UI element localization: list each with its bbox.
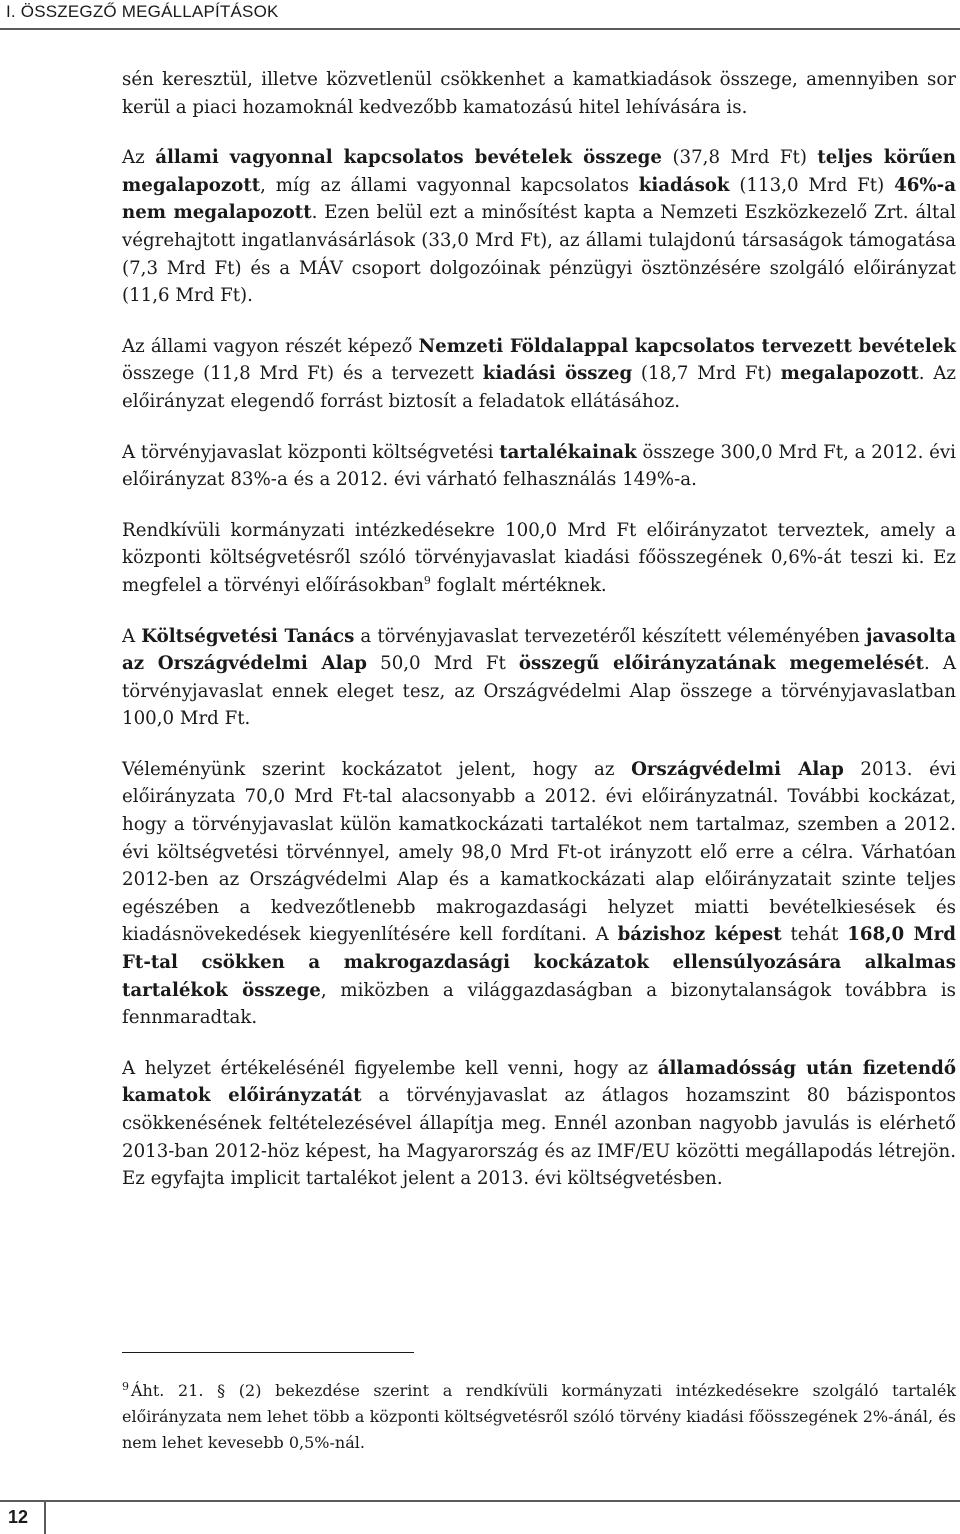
footnote — [122, 1378, 956, 1456]
text-run: . Ezen belül ezt a minősítést kapta a Nemzeti Eszközkezelő Zrt. által végrehajtott ingatlanvásárlások (33,0 Mrd Ft), az állami tulajdonú társaságok támogatása (7,3 Mrd Ft) és a MÁV csoport dolgozóinak pénzügyi ösztönzésére szolgáló előirányzat (11,6 Mrd Ft). — [122, 202, 956, 307]
bold-text: tartalékainak — [499, 441, 637, 463]
paragraph-7 — [122, 756, 956, 1032]
text-run: , míg az állami vagyonnal kapcsolatos — [260, 174, 639, 196]
text-run: . A törvényjavaslat ennek eleget tesz, az Országvédelmi Alap összege a törvényjavaslatban 100,0 Mrd Ft. — [122, 653, 957, 730]
text-run: 50,0 Mrd Ft — [367, 653, 519, 675]
text-run: foglalt mértéknek. — [430, 574, 607, 596]
bold-text: Nemzeti Földalappal kapcsolatos tervezett bevételek — [418, 335, 956, 357]
footnote-separator — [122, 1352, 414, 1353]
bold-text: megalapozott — [780, 363, 919, 385]
text-run: , miközben a világgazdaságban a bizonytalanságok továbbra is fennmaradtak. — [122, 979, 956, 1029]
bold-text: Költségvetési Tanács — [141, 625, 355, 647]
bold-text: 46%-a nem megalapozott — [122, 174, 956, 224]
paragraph-5 — [122, 517, 956, 600]
text-run: (37,8 Mrd Ft) — [661, 147, 818, 169]
section-header: I. ÖSSZEGZŐ MEGÁLLAPÍTÁSOK — [6, 2, 279, 21]
bold-text: kiadási összeg — [482, 363, 633, 385]
text-run: sén keresztül, illetve közvetlenül csökkenhet a kamatkiadások összege, amennyiben sor kerül a piaci hozamoknál kedvezőbb kamatozású hitel lehívására is. — [122, 69, 956, 118]
paragraph-2 — [122, 144, 956, 310]
paragraph-8 — [122, 1055, 956, 1193]
bold-text: összegű előirányzatának megemelését — [518, 653, 924, 675]
footer-rule — [0, 1500, 960, 1502]
text-run: Az — [122, 147, 156, 169]
text-run: összege (11,8 Mrd Ft) és a tervezett — [122, 363, 483, 385]
document-body — [122, 66, 956, 1216]
bold-text: 168,0 Mrd Ft-tal csökken a makrogazdasági kockázatok ellensúlyozására alkalmas tartalékok összege — [122, 924, 956, 1001]
paragraph-3 — [122, 333, 956, 416]
paragraph-4 — [122, 439, 956, 494]
bold-text: Országvédelmi Alap — [631, 758, 844, 780]
bold-text: bázishoz képest — [617, 924, 782, 946]
bold-text: kiadások — [638, 174, 730, 196]
bold-text: állami vagyonnal kapcsolatos bevételek összege — [155, 147, 662, 169]
text-run: 2013. évi előirányzata 70,0 Mrd Ft-tal alacsonyabb a 2012. évi előirányzatnál. További kockázat, hogy a törvényjavaslat külön kamatkockázati tartalékot nem tartalmaz, szemben a 2012. évi költségvetési törvénnyel, amely 98,0 Mrd Ft-ot irányzott elő erre a célra. Várhatóan 2012-ben az Országvédelmi Alap és a kamatkockázati alap előirányzatait szinte teljes egészében a kedvezőtlenebb makrogazdasági helyzet miatti bevételkiesések és kiadásnövekedések kiegyenlítésére kell fordítani. A — [122, 758, 956, 946]
text-run: a törvényjavaslat az átlagos hozamszint 80 bázispontos csökkenésének feltételezésével állapítja meg. Ennél azonban nagyobb javulás is elérhető 2013-ban 2012-höz képest, ha Magyarország és az IMF/EU közötti megállapodás létrejön. Ez egyfajta implicit tartalékot jelent a 2013. évi költségvetésben. — [122, 1085, 956, 1190]
text-run: . Az előirányzat elegendő forrást biztosít a feladatok ellátásához. — [122, 363, 956, 412]
text-run: összege 300,0 Mrd Ft, a 2012. évi előirányzat 83%-a és a 2012. évi várható felhasználás 149%-a. — [122, 441, 956, 491]
bold-text: államadósság után fizetendő kamatok előirányzatát — [122, 1057, 956, 1107]
paragraph-1 — [122, 66, 956, 121]
footnote-text: Áht. 21. § (2) bekezdése szerint a rendkívüli kormányzati intézkedésekre szolgáló tartalék előirányzata nem lehet több a központi költségvetésről szóló törvény kiadási főösszegének 2%-ánál, és nem lehet kevesebb 0,5%-nál. — [122, 1381, 956, 1452]
text-run: Az állami vagyon részét képező — [122, 335, 419, 357]
page-number: 12 — [8, 1507, 29, 1527]
footer-divider — [44, 1502, 46, 1534]
bold-text: javasolta az Országvédelmi Alap — [122, 625, 956, 675]
text-run: (113,0 Mrd Ft) — [729, 174, 895, 196]
footnote-number: 9 — [122, 1380, 129, 1393]
text-run: tehát — [781, 924, 848, 946]
header-rule — [0, 28, 960, 30]
text-run: A törvényjavaslat központi költségvetési — [122, 441, 500, 463]
text-run: Véleményünk szerint kockázatot jelent, hogy az — [122, 758, 632, 780]
text-run: Rendkívüli kormányzati intézkedésekre 100,0 Mrd Ft előirányzatot terveztek, amely a központi költségvetésről szóló törvényjavaslat kiadási főösszegének 0,6%-át teszi ki. Ez megfelel a törvényi előírásokban — [122, 519, 956, 596]
text-run: (18,7 Mrd Ft) — [632, 363, 781, 385]
paragraph-6 — [122, 623, 956, 733]
bold-text: teljes körűen megalapozott — [122, 147, 957, 196]
text-run: a törvényjavaslat tervezetéről készített véleményében — [354, 625, 866, 647]
text-run: A — [122, 625, 142, 647]
footnote-reference: 9 — [423, 573, 431, 587]
text-run: A helyzet értékelésénél figyelembe kell venni, hogy az — [122, 1057, 658, 1079]
